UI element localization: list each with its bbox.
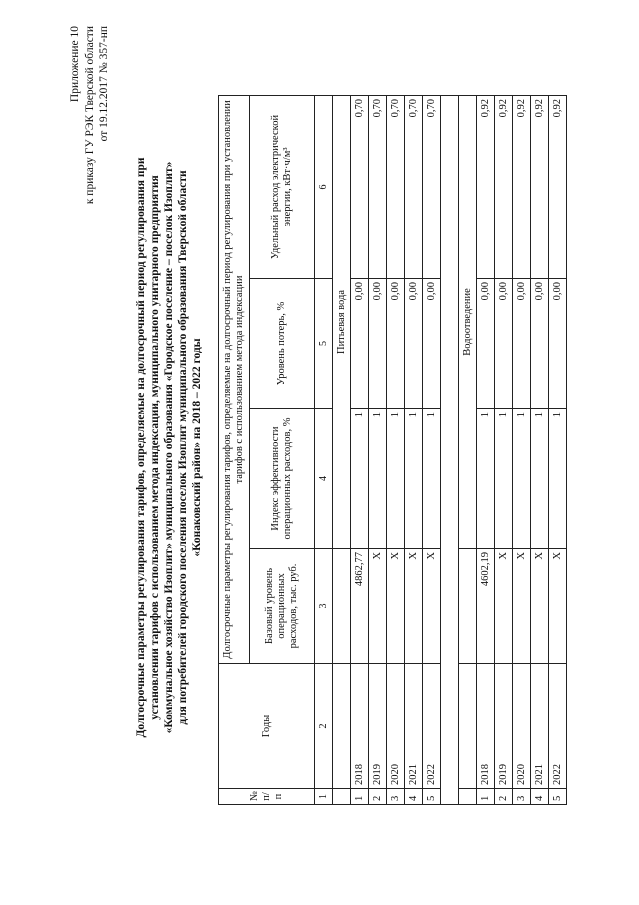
row-loss-level: 0,00 [423, 279, 441, 409]
header-years: Годы [219, 664, 315, 789]
row-number: 2 [369, 789, 387, 805]
row-number: 1 [477, 789, 495, 805]
row-base-level: 4862,77 [351, 549, 369, 664]
row-energy-consumption: 0,92 [495, 96, 513, 279]
spacer-cell [441, 96, 459, 805]
section-empty-cell [333, 664, 351, 789]
row-base-level: Х [531, 549, 549, 664]
row-loss-level: 0,00 [513, 279, 531, 409]
row-year: 2018 [477, 664, 495, 789]
title-line: «Коммунальное хозяйство Изоплит» муниципального образования «Городское поселение – поселок Изоплит» [163, 161, 175, 734]
row-energy-consumption: 0,70 [423, 96, 441, 279]
row-loss-level: 0,00 [405, 279, 423, 409]
row-base-level: Х [387, 549, 405, 664]
row-loss-level: 0,00 [495, 279, 513, 409]
section-empty-cell [459, 549, 477, 664]
row-number: 3 [513, 789, 531, 805]
table-row [549, 96, 567, 805]
table-row [531, 96, 549, 805]
header-efficiency-index: Индекс эффективности операционных расходов, % [250, 409, 315, 549]
row-energy-consumption: 0,92 [477, 96, 495, 279]
row-energy-consumption: 0,92 [513, 96, 531, 279]
column-numbers-row [315, 96, 333, 805]
row-loss-level: 0,00 [477, 279, 495, 409]
section-empty-cell [333, 789, 351, 805]
row-year: 2019 [495, 664, 513, 789]
row-efficiency-index: 1 [531, 409, 549, 549]
section-empty-cell [459, 664, 477, 789]
header-base-level: Базовый уровень операционных расходов, тыс. руб. [250, 549, 315, 664]
table-row [495, 96, 513, 805]
row-efficiency-index: 1 [495, 409, 513, 549]
document-title [134, 120, 204, 775]
row-number: 4 [405, 789, 423, 805]
row-energy-consumption: 0,70 [387, 96, 405, 279]
row-year: 2021 [405, 664, 423, 789]
title-line: для потребителей городского поселения поселок Изоплит муниципального образования Тверской области [177, 170, 189, 725]
section-name: Питьевая вода [333, 96, 351, 549]
row-efficiency-index: 1 [351, 409, 369, 549]
row-year: 2018 [351, 664, 369, 789]
header-group: Долгосрочные параметры регулирования тарифов, определяемые на долгосрочный период регулирования при установлении тарифов с использованием метода индексации [219, 96, 250, 664]
row-energy-consumption: 0,70 [405, 96, 423, 279]
column-number: 6 [315, 96, 333, 279]
section-spacer [441, 96, 459, 805]
table-row [423, 96, 441, 805]
column-number: 5 [315, 279, 333, 409]
header-energy-consumption: Удельный расход электрической энергии, кВт·ч/м³ [250, 96, 315, 279]
row-number: 1 [351, 789, 369, 805]
section-empty-cell [459, 789, 477, 805]
table-row [477, 96, 495, 805]
table-header-row [219, 96, 250, 805]
section-empty-cell [333, 549, 351, 664]
table-row [387, 96, 405, 805]
row-loss-level: 0,00 [549, 279, 567, 409]
row-year: 2022 [549, 664, 567, 789]
row-base-level: Х [369, 549, 387, 664]
row-number: 5 [423, 789, 441, 805]
appendix-order: к приказу ГУ РЭК Тверской области [83, 26, 96, 205]
row-efficiency-index: 1 [513, 409, 531, 549]
column-number: 1 [315, 789, 333, 805]
table-row [513, 96, 531, 805]
column-number: 2 [315, 664, 333, 789]
appendix-number: Приложение 10 [69, 26, 81, 103]
row-year: 2021 [531, 664, 549, 789]
title-line: Долгосрочные параметры регулирования тарифов, определяемые на долгосрочный период регулирования при [135, 157, 147, 738]
section-header-row [459, 96, 477, 805]
row-loss-level: 0,00 [531, 279, 549, 409]
row-energy-consumption: 0,70 [351, 96, 369, 279]
row-efficiency-index: 1 [387, 409, 405, 549]
row-energy-consumption: 0,70 [369, 96, 387, 279]
row-loss-level: 0,00 [369, 279, 387, 409]
row-efficiency-index: 1 [549, 409, 567, 549]
row-loss-level: 0,00 [387, 279, 405, 409]
row-base-level: Х [405, 549, 423, 664]
column-number: 3 [315, 549, 333, 664]
row-efficiency-index: 1 [477, 409, 495, 549]
table-row [369, 96, 387, 805]
row-energy-consumption: 0,92 [549, 96, 567, 279]
row-year: 2020 [387, 664, 405, 789]
row-efficiency-index: 1 [405, 409, 423, 549]
row-base-level: 4602,19 [477, 549, 495, 664]
row-efficiency-index: 1 [423, 409, 441, 549]
tariff-parameters-table [218, 95, 567, 805]
appendix-reference [68, 26, 112, 406]
appendix-date: от 19.12.2017 № 357-нп [98, 26, 110, 142]
row-base-level: Х [513, 549, 531, 664]
row-efficiency-index: 1 [369, 409, 387, 549]
table-row [405, 96, 423, 805]
row-year: 2022 [423, 664, 441, 789]
row-year: 2020 [513, 664, 531, 789]
table-row [351, 96, 369, 805]
row-number: 2 [495, 789, 513, 805]
row-base-level: Х [423, 549, 441, 664]
title-line: установлении тарифов с использованием метода индексации, муниципального унитарного предприятия [149, 175, 161, 720]
section-name: Водоотведение [459, 96, 477, 549]
header-no: № п/п [219, 789, 315, 805]
row-energy-consumption: 0,92 [531, 96, 549, 279]
row-number: 3 [387, 789, 405, 805]
row-loss-level: 0,00 [351, 279, 369, 409]
row-base-level: Х [495, 549, 513, 664]
row-number: 4 [531, 789, 549, 805]
row-number: 5 [549, 789, 567, 805]
title-line: «Конаковский район» на 2018 – 2022 годы [191, 338, 203, 557]
row-year: 2019 [369, 664, 387, 789]
row-base-level: Х [549, 549, 567, 664]
column-number: 4 [315, 409, 333, 549]
header-loss-level: Уровень потерь, % [250, 279, 315, 409]
section-header-row [333, 96, 351, 805]
